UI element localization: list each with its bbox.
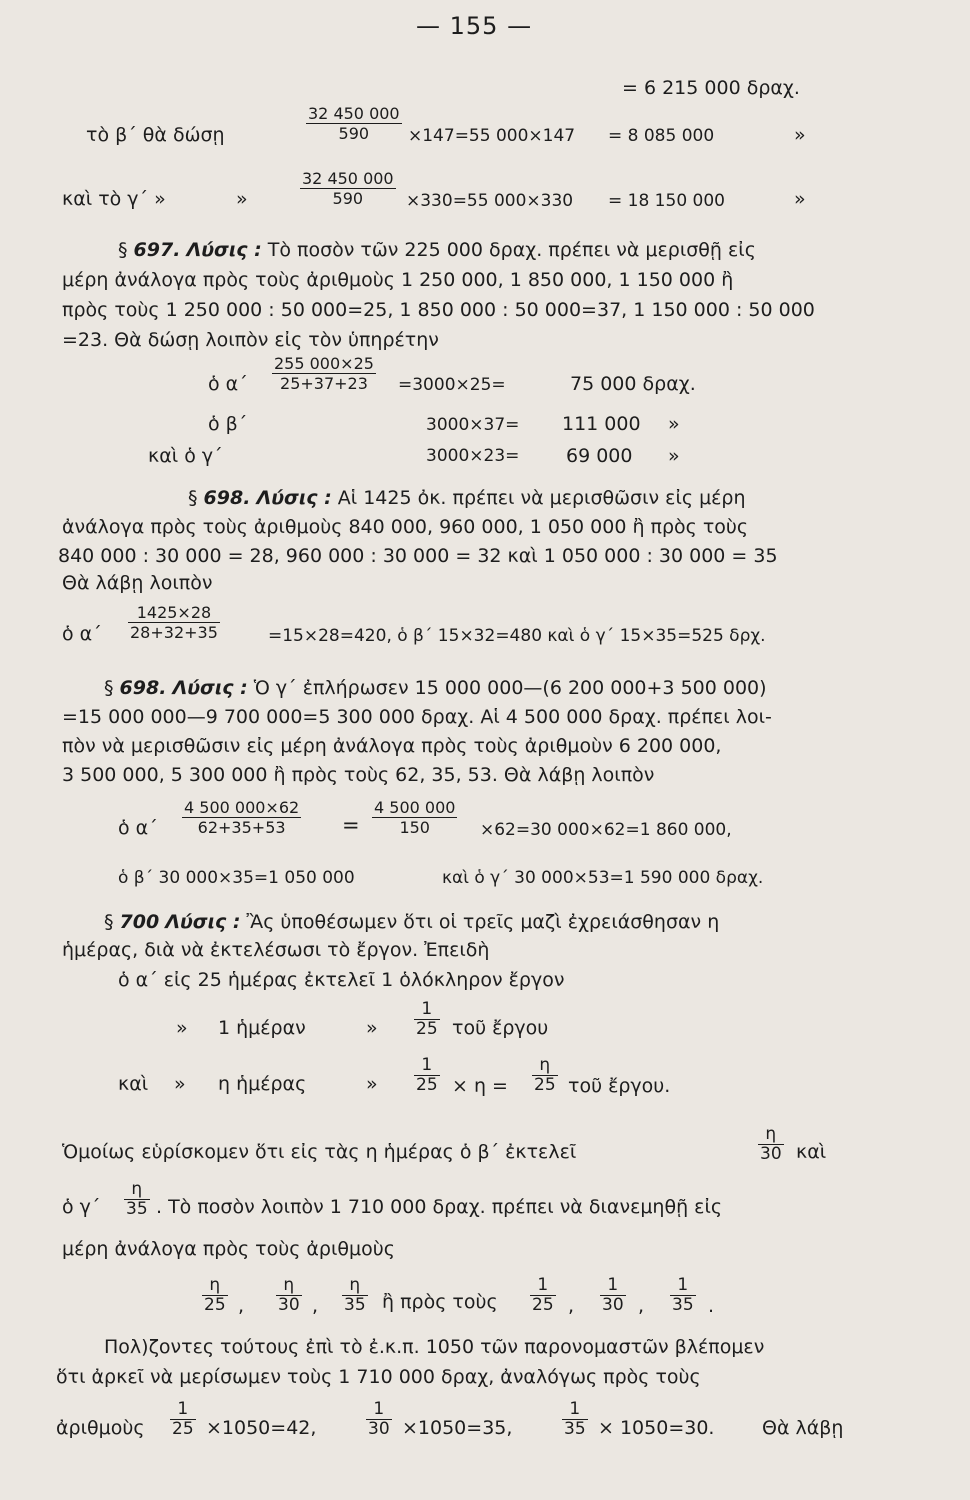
multiply-1050: × 1050=30. — [598, 1417, 715, 1439]
share-a-label: ὁ α΄ — [62, 623, 102, 645]
share-b-result: 111 000 — [562, 413, 641, 435]
lysis-label: Λύσις : — [256, 487, 332, 509]
eta-over-25-fraction — [202, 1276, 228, 1315]
fraction-denominator: 25+37+23 — [280, 374, 368, 393]
row1-text: 1 ἡμέραν — [218, 1017, 306, 1039]
fraction-denominator: 25 — [532, 1295, 554, 1315]
b-share-calc: ×147=55 000×147 — [408, 126, 576, 146]
lysis-label: Λύσις : — [172, 677, 248, 699]
comma: , — [568, 1295, 575, 1317]
section-sign: § — [104, 911, 114, 933]
fraction-numerator: 1425×28 — [136, 603, 212, 622]
section-700-line: ὁ α΄ εἰς 25 ἡμέρας ἐκτελεῖ 1 ὁλόκληρον ἔργον — [118, 969, 565, 991]
fraction-denominator: 590 — [332, 189, 364, 208]
section-700-line: μέρη ἀνάλογα πρὸς τοὺς ἀριθμοὺς — [62, 1238, 395, 1260]
fraction-denominator: 25 — [416, 1019, 438, 1039]
b-share-fraction — [306, 104, 402, 143]
ditto-mark: » — [366, 1017, 378, 1039]
fraction-denominator: 590 — [338, 124, 370, 143]
share-g-label: καὶ ὁ γ΄ — [148, 445, 223, 467]
fraction-numerator: η — [283, 1275, 295, 1295]
one-over-25-fraction — [170, 1400, 196, 1439]
share-g-calc: 3000×23= — [426, 446, 520, 466]
fraction-denominator: 30 — [278, 1295, 300, 1315]
section-text: Τὸ ποσὸν τῶν 225 000 δραχ. πρέπει νὰ μερισθῇ εἰς — [267, 239, 756, 261]
eta-over-30-fraction — [758, 1125, 784, 1164]
section-698b-line: πὸν νὰ μερισθῶσιν εἰς μέρη ἀνάλογα πρὸς τοὺς ἀριθμοὺν 6 200 000, — [62, 735, 722, 757]
fraction-denominator: 25 — [416, 1075, 438, 1095]
section-697-line: μέρη ἀνάλογα πρὸς τοὺς ἀριθμοὺς 1 250 000, 1 850 000, 1 150 000 ἢ — [62, 269, 734, 291]
fraction-numerator: 255 000×25 — [274, 354, 374, 373]
section-700-heading — [104, 910, 719, 934]
line-end: καὶ — [796, 1141, 827, 1163]
section-700-line: ἡμέρας, διὰ νὰ ἐκτελέσωσι τὸ ἔργον. Ἐπειδὴ — [62, 939, 490, 961]
lysis-label: Λύσις : — [186, 239, 262, 261]
section-698b-line: =15 000 000—9 700 000=5 300 000 δραχ. Αἱ 4 500 000 δραχ. πρέπει λοι- — [62, 706, 772, 728]
ditto-mark: » — [794, 188, 806, 210]
section-698b-heading — [104, 676, 767, 700]
ditto-mark: » — [236, 188, 248, 210]
fraction-numerator: 4 500 000 — [374, 798, 456, 817]
fraction-numerator: 1 — [677, 1275, 689, 1295]
comma: , — [312, 1295, 319, 1317]
row2-kai: καὶ — [118, 1073, 149, 1095]
section-number: 700 — [119, 911, 160, 933]
ditto-mark: » — [176, 1017, 188, 1039]
section-sign: § — [188, 487, 198, 509]
share-b-label: ὁ β΄ — [208, 413, 248, 435]
one-over-25-fraction — [414, 1000, 440, 1039]
ditto-mark: » — [668, 445, 680, 467]
section-698a-line: 840 000 : 30 000 = 28, 960 000 : 30 000 = 32 καὶ 1 050 000 : 30 000 = 35 — [58, 545, 778, 567]
section-number: 698. — [119, 677, 167, 699]
section-698a-line: ἀνάλογα πρὸς τοὺς ἀριθμοὺς 840 000, 960 000, 1 050 000 ἢ πρὸς τοὺς — [62, 516, 749, 538]
share-a-fraction — [182, 798, 301, 837]
section-700-line: Πολ)ζοντες τούτους ἐπὶ τὸ ἐ.κ.π. 1050 τῶν παρονομαστῶν βλέπομεν — [104, 1336, 765, 1358]
row1-end: τοῦ ἔργου — [452, 1017, 549, 1039]
section-700-line: ὅτι ἀρκεῖ νὰ μερίσωμεν τοὺς 1 710 000 δραχ, ἀναλόγως πρὸς τοὺς — [56, 1366, 701, 1388]
section-698a-heading — [188, 486, 746, 510]
fraction-numerator: η — [209, 1275, 221, 1295]
share-a-result: 75 000 δραχ. — [570, 373, 696, 395]
share-a-rest: ×62=30 000×62=1 860 000, — [480, 820, 732, 840]
eta-over-35-fraction — [124, 1180, 150, 1219]
section-sign: § — [104, 677, 114, 699]
share-g-result: 69 000 — [566, 445, 633, 467]
ditto-mark: » — [668, 413, 680, 435]
share-a-fraction — [272, 354, 376, 393]
line-start: ἀριθμοὺς — [56, 1417, 145, 1439]
fraction-denominator: 30 — [368, 1419, 390, 1439]
g-share-fraction — [300, 169, 396, 208]
section-sign: § — [118, 239, 128, 261]
reduced-fraction — [372, 798, 457, 837]
one-over-35-fraction — [562, 1400, 588, 1439]
fraction-denominator: 28+32+35 — [130, 623, 218, 642]
share-g-line: καὶ ὁ γ΄ 30 000×53=1 590 000 δραχ. — [442, 868, 764, 888]
share-b-line: ὁ β΄ 30 000×35=1 050 000 — [118, 868, 355, 888]
fraction-numerator: 32 450 000 — [308, 104, 400, 123]
fraction-denominator: 62+35+53 — [197, 818, 286, 837]
share-a-calc: =3000×25= — [398, 375, 506, 395]
section-697-line: πρὸς τοὺς 1 250 000 : 50 000=25, 1 850 000 : 50 000=37, 1 150 000 : 50 000 — [62, 299, 815, 321]
b-share-label: τὸ β΄ θὰ δώσῃ — [86, 124, 225, 146]
share-b-calc: 3000×37= — [426, 415, 520, 435]
fraction-denominator: 30 — [760, 1144, 782, 1164]
fraction-denominator: 25 — [534, 1075, 556, 1095]
ditto-mark: » — [794, 124, 806, 146]
fraction-numerator: 1 — [607, 1275, 619, 1295]
eta-over-25-fraction — [532, 1056, 558, 1095]
one-over-25-fraction — [530, 1276, 556, 1315]
fraction-numerator: 1 — [537, 1275, 549, 1295]
fraction-denominator: 35 — [126, 1199, 148, 1219]
section-697-heading — [118, 238, 756, 262]
total-line: = 6 215 000 δραχ. — [622, 77, 800, 99]
multiply-1050: ×1050=35, — [402, 1417, 513, 1439]
fraction-denominator: 25 — [204, 1295, 226, 1315]
share-a-label: ὁ α΄ — [118, 817, 158, 839]
share-a-rest: =15×28=420, ὁ β΄ 15×32=480 καὶ ὁ γ΄ 15×35=525 δρχ. — [268, 626, 766, 646]
page-number: — 155 — — [416, 12, 533, 40]
fraction-denominator: 30 — [602, 1295, 624, 1315]
ditto-mark: » — [174, 1073, 186, 1095]
section-text: Αἱ 1425 ὀκ. πρέπει νὰ μερισθῶσιν εἰς μέρη — [337, 487, 746, 509]
row2-text: η ἡμέρας — [218, 1073, 307, 1095]
fraction-numerator: 1 — [569, 1399, 581, 1419]
ditto-mark: » — [366, 1073, 378, 1095]
lysis-label: Λύσις : — [165, 911, 241, 933]
section-text: Ἂς ὑποθέσωμεν ὅτι οἱ τρεῖς μαζὶ ἐχρειάσθησαν η — [246, 911, 720, 933]
section-700-line: Ὁμοίως εὑρίσκομεν ὅτι εἰς τὰς η ἡμέρας ὁ β΄ ἐκτελεῖ — [62, 1141, 577, 1163]
fraction-numerator: 1 — [177, 1399, 189, 1419]
fraction-denominator: 35 — [344, 1295, 366, 1315]
b-share-result: = 8 085 000 — [608, 126, 715, 146]
g-share-label: καὶ τὸ γ΄ » — [62, 188, 166, 210]
share-a-fraction — [128, 603, 220, 642]
fraction-numerator: η — [131, 1179, 143, 1199]
line-start: ὁ γ΄ — [62, 1196, 101, 1218]
row2-times: × η = — [452, 1075, 508, 1097]
fraction-numerator: η — [349, 1275, 361, 1295]
section-697-line: =23. Θὰ δώσῃ λοιπὸν εἰς τὸν ὑπηρέτην — [62, 329, 439, 351]
one-over-25-fraction — [414, 1056, 440, 1095]
fraction-numerator: 32 450 000 — [302, 169, 394, 188]
one-over-30-fraction — [600, 1276, 626, 1315]
eta-over-30-fraction — [276, 1276, 302, 1315]
comma: , — [638, 1295, 645, 1317]
multiply-1050: ×1050=42, — [206, 1417, 317, 1439]
one-over-30-fraction — [366, 1400, 392, 1439]
section-698b-line: 3 500 000, 5 300 000 ἢ πρὸς τοὺς 62, 35, 53. Θὰ λάβῃ λοιπὸν — [62, 764, 655, 786]
fraction-numerator: η — [765, 1124, 777, 1144]
section-698a-line: Θὰ λάβῃ λοιπὸν — [62, 572, 213, 594]
comma: , — [238, 1295, 245, 1317]
one-over-35-fraction — [670, 1276, 696, 1315]
fraction-denominator: 25 — [172, 1419, 194, 1439]
pros-tous-text: ἢ πρὸς τοὺς — [382, 1291, 498, 1313]
fraction-denominator: 150 — [399, 818, 430, 837]
period: . — [708, 1295, 715, 1317]
fraction-numerator: 1 — [421, 999, 433, 1019]
fraction-numerator: η — [539, 1055, 551, 1075]
row2-end: τοῦ ἔργου. — [568, 1075, 671, 1097]
section-number: 697. — [133, 239, 181, 261]
section-text: Ὁ γ΄ ἐπλήρωσεν 15 000 000—(6 200 000+3 500 000) — [253, 677, 767, 699]
fraction-denominator: 35 — [564, 1419, 586, 1439]
fraction-numerator: 1 — [421, 1055, 433, 1075]
fraction-numerator: 1 — [373, 1399, 385, 1419]
equals-sign: = — [342, 813, 360, 837]
share-a-label: ὁ α΄ — [208, 373, 248, 395]
fraction-denominator: 35 — [672, 1295, 694, 1315]
section-700-line: . Τὸ ποσὸν λοιπὸν 1 710 000 δραχ. πρέπει νὰ διανεμηθῇ εἰς — [156, 1196, 723, 1218]
line-end: Θὰ λάβῃ — [762, 1417, 844, 1439]
g-share-result: = 18 150 000 — [608, 191, 725, 211]
fraction-numerator: 4 500 000×62 — [184, 798, 300, 817]
section-number: 698. — [203, 487, 251, 509]
eta-over-35-fraction — [342, 1276, 368, 1315]
g-share-calc: ×330=55 000×330 — [406, 191, 574, 211]
